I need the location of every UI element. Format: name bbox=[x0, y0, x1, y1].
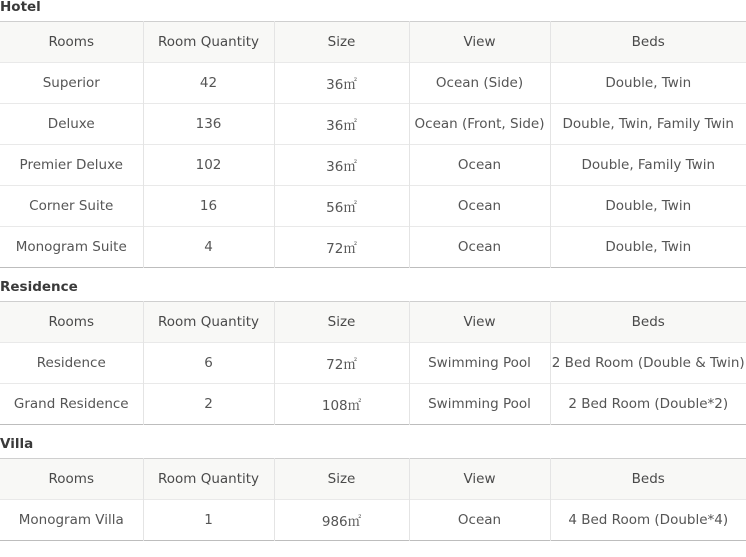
table-row bbox=[0, 186, 746, 227]
table-header-row bbox=[0, 22, 746, 63]
table-row bbox=[0, 500, 746, 541]
cell-size: 36㎡ bbox=[274, 145, 409, 186]
cell-view: Ocean bbox=[409, 186, 550, 227]
table-header-row bbox=[0, 459, 746, 500]
cell-quantity: 102 bbox=[143, 145, 274, 186]
residence-rooms-table bbox=[0, 301, 746, 425]
header-beds: Beds bbox=[550, 459, 746, 500]
header-room-quantity: Room Quantity bbox=[143, 302, 274, 343]
cell-room: Corner Suite bbox=[0, 186, 143, 227]
cell-quantity: 6 bbox=[143, 343, 274, 384]
cell-room: Deluxe bbox=[0, 104, 143, 145]
header-beds: Beds bbox=[550, 22, 746, 63]
cell-view: Ocean (Front, Side) bbox=[409, 104, 550, 145]
header-size: Size bbox=[274, 22, 409, 63]
cell-quantity: 16 bbox=[143, 186, 274, 227]
cell-view: Ocean bbox=[409, 500, 550, 541]
cell-beds: 4 Bed Room (Double*4) bbox=[550, 500, 746, 541]
cell-view: Swimming Pool bbox=[409, 384, 550, 425]
cell-size: 72㎡ bbox=[274, 343, 409, 384]
header-rooms: Rooms bbox=[0, 302, 143, 343]
cell-beds: 2 Bed Room (Double*2) bbox=[550, 384, 746, 425]
villa-rooms-table bbox=[0, 458, 746, 541]
cell-size: 36㎡ bbox=[274, 63, 409, 104]
section-residence bbox=[0, 280, 746, 425]
cell-beds: Double, Family Twin bbox=[550, 145, 746, 186]
header-view: View bbox=[409, 302, 550, 343]
cell-room: Grand Residence bbox=[0, 384, 143, 425]
cell-beds: Double, Twin bbox=[550, 227, 746, 268]
cell-room: Premier Deluxe bbox=[0, 145, 143, 186]
cell-room: Monogram Villa bbox=[0, 500, 143, 541]
cell-view: Ocean bbox=[409, 145, 550, 186]
cell-quantity: 4 bbox=[143, 227, 274, 268]
header-beds: Beds bbox=[550, 302, 746, 343]
cell-beds: Double, Twin bbox=[550, 63, 746, 104]
header-size: Size bbox=[274, 302, 409, 343]
cell-size: 56㎡ bbox=[274, 186, 409, 227]
table-row bbox=[0, 343, 746, 384]
cell-size: 986㎡ bbox=[274, 500, 409, 541]
cell-room: Residence bbox=[0, 343, 143, 384]
table-row bbox=[0, 145, 746, 186]
header-room-quantity: Room Quantity bbox=[143, 459, 274, 500]
cell-view: Swimming Pool bbox=[409, 343, 550, 384]
cell-size: 36㎡ bbox=[274, 104, 409, 145]
cell-room: Superior bbox=[0, 63, 143, 104]
cell-view: Ocean bbox=[409, 227, 550, 268]
table-row bbox=[0, 63, 746, 104]
header-view: View bbox=[409, 22, 550, 63]
cell-beds: 2 Bed Room (Double & Twin) bbox=[550, 343, 746, 384]
hotel-rooms-table bbox=[0, 21, 746, 268]
cell-quantity: 2 bbox=[143, 384, 274, 425]
section-hotel bbox=[0, 0, 746, 268]
header-room-quantity: Room Quantity bbox=[143, 22, 274, 63]
section-villa bbox=[0, 437, 746, 541]
cell-view: Ocean (Side) bbox=[409, 63, 550, 104]
header-rooms: Rooms bbox=[0, 22, 143, 63]
cell-room: Monogram Suite bbox=[0, 227, 143, 268]
cell-quantity: 42 bbox=[143, 63, 274, 104]
table-row bbox=[0, 104, 746, 145]
header-rooms: Rooms bbox=[0, 459, 143, 500]
section-title: Hotel bbox=[0, 0, 41, 15]
table-header-row bbox=[0, 302, 746, 343]
header-view: View bbox=[409, 459, 550, 500]
section-title: Villa bbox=[0, 436, 34, 452]
cell-beds: Double, Twin bbox=[550, 186, 746, 227]
header-size: Size bbox=[274, 459, 409, 500]
cell-quantity: 1 bbox=[143, 500, 274, 541]
cell-beds: Double, Twin, Family Twin bbox=[550, 104, 746, 145]
cell-size: 108㎡ bbox=[274, 384, 409, 425]
section-title: Residence bbox=[0, 279, 78, 295]
table-row bbox=[0, 227, 746, 268]
table-row bbox=[0, 384, 746, 425]
cell-quantity: 136 bbox=[143, 104, 274, 145]
cell-size: 72㎡ bbox=[274, 227, 409, 268]
